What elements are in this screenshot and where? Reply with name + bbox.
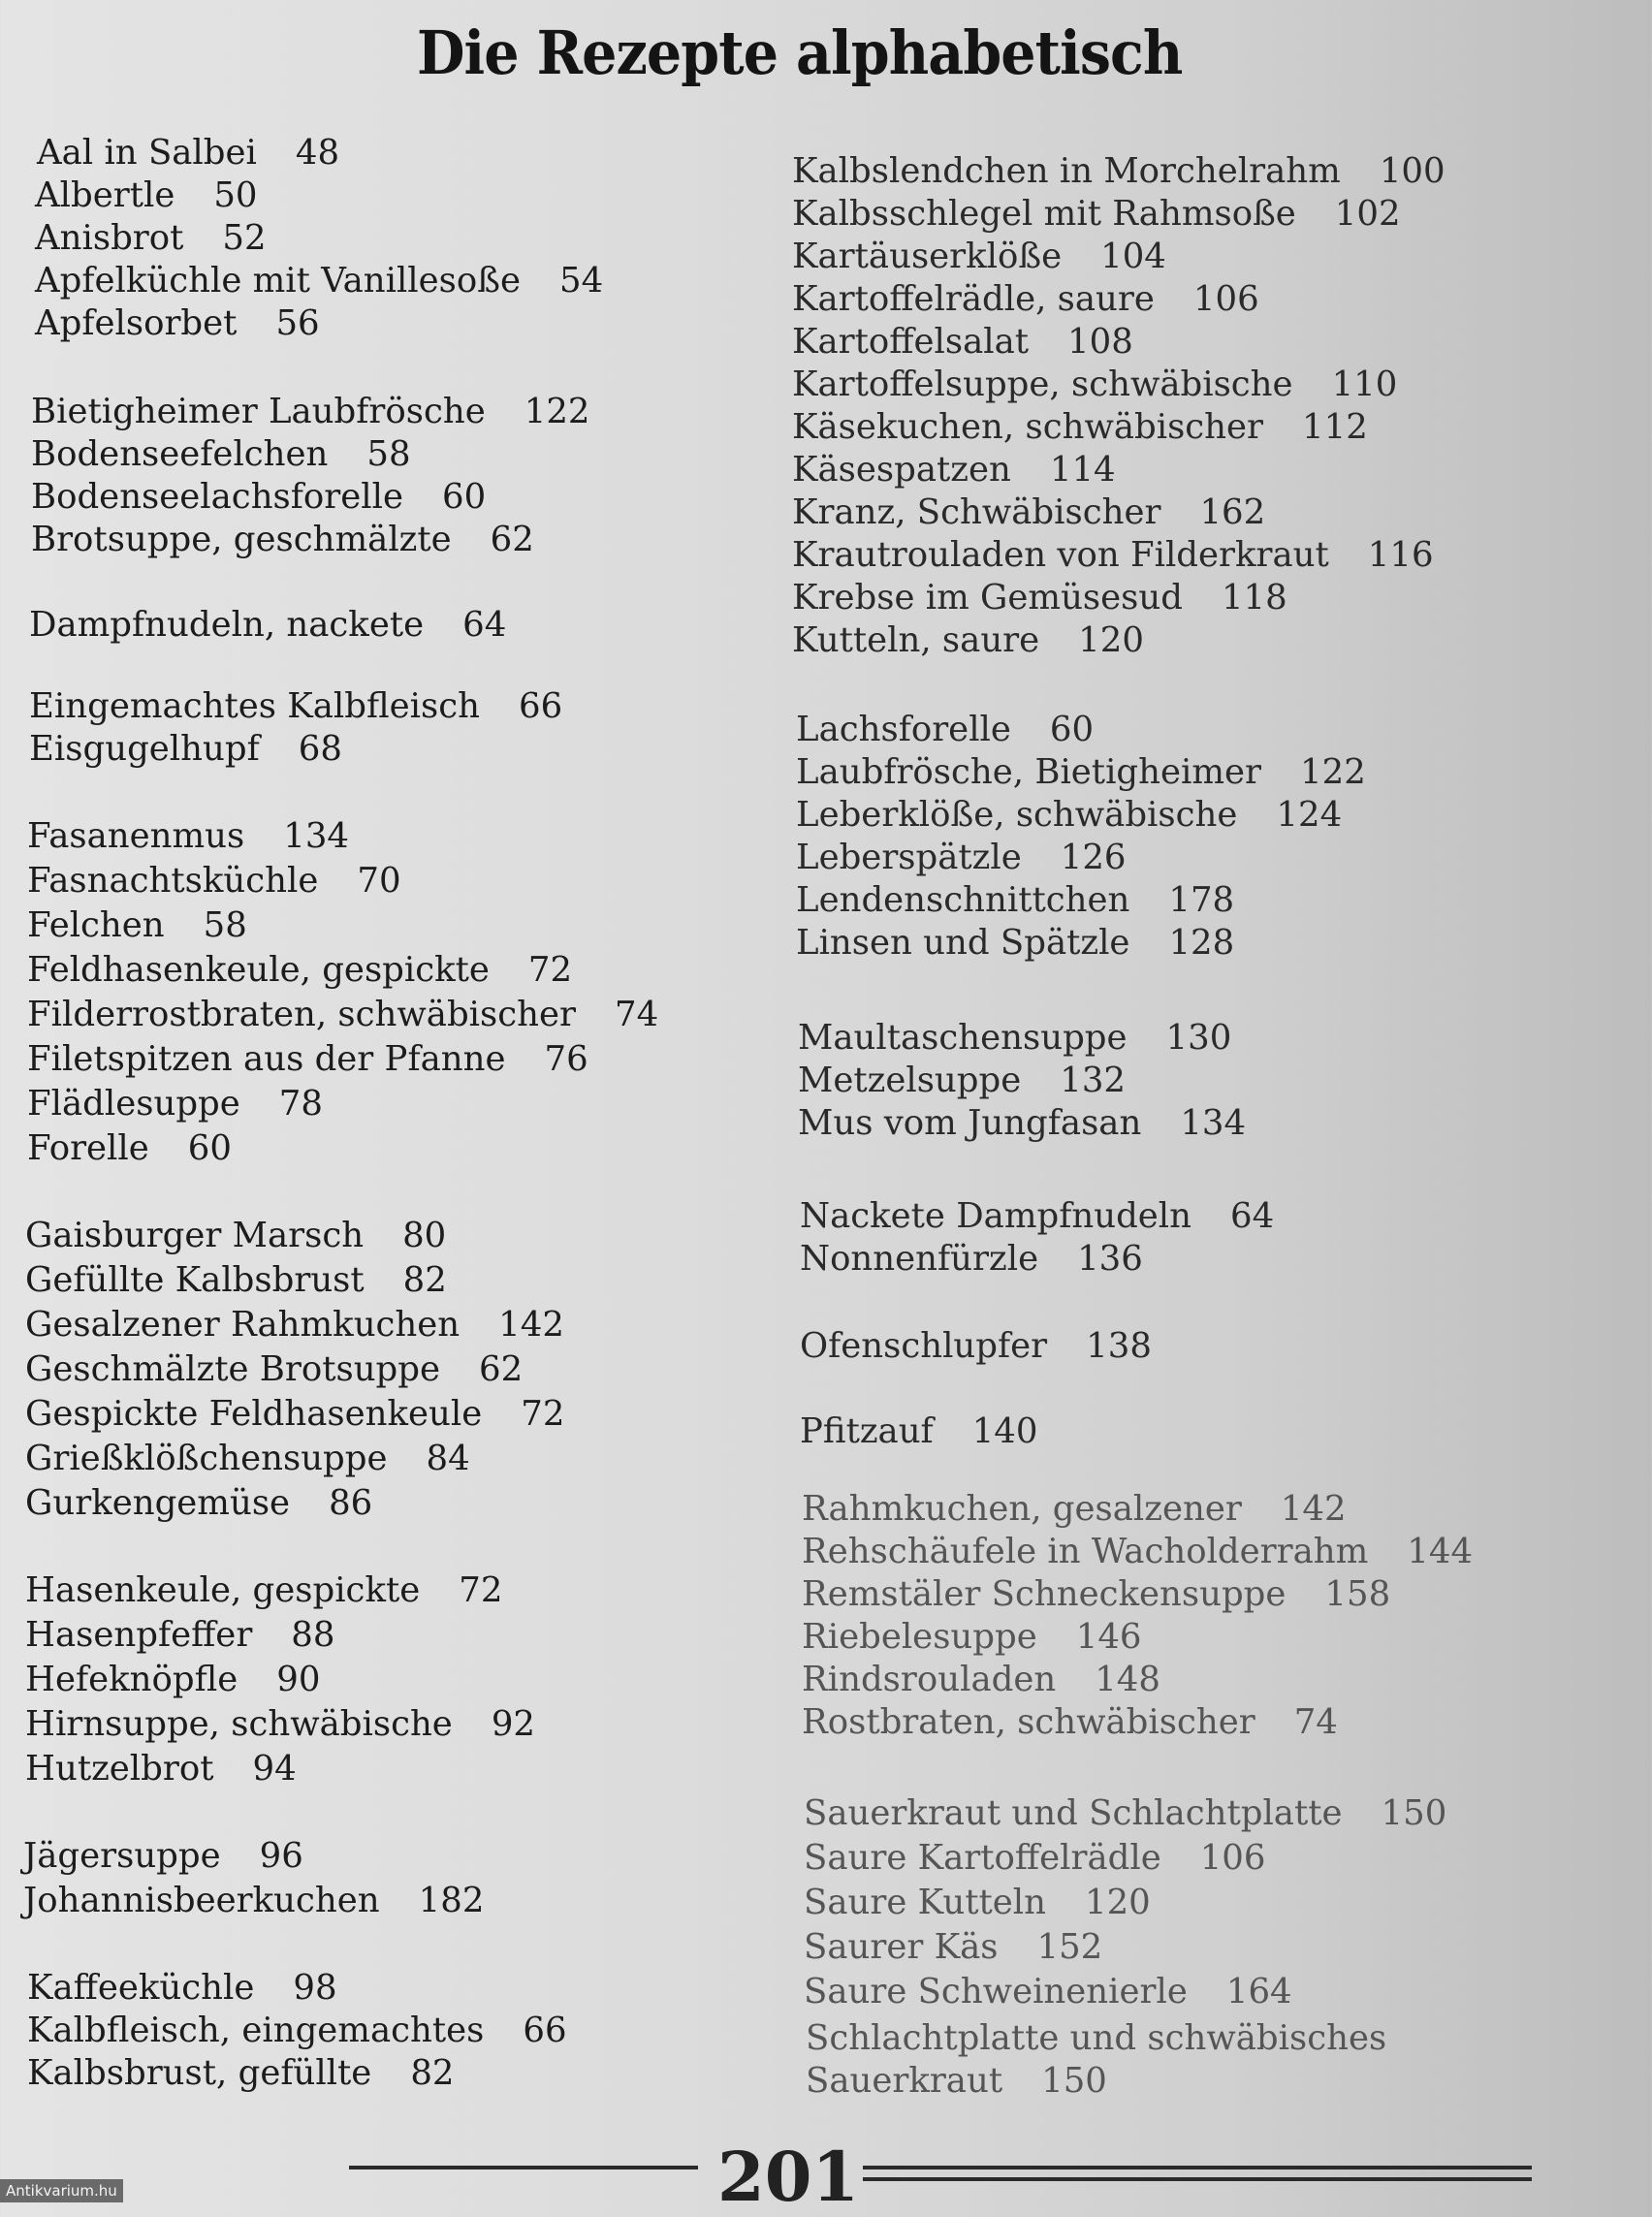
index-entry bbox=[25, 1482, 372, 1525]
recipe-name: Nackete Dampfnudeln bbox=[800, 1196, 1192, 1236]
recipe-page-number: 74 bbox=[1293, 1702, 1338, 1742]
index-entry bbox=[792, 321, 1133, 364]
index-entry bbox=[27, 1038, 588, 1081]
index-entry bbox=[25, 1348, 523, 1391]
recipe-name: Brotsuppe, geschmälzte bbox=[31, 520, 452, 559]
index-entry bbox=[802, 1488, 1347, 1531]
recipe-page-number: 122 bbox=[524, 392, 590, 431]
recipe-page-number: 178 bbox=[1168, 880, 1235, 920]
index-entry bbox=[798, 1102, 1246, 1145]
index-entry bbox=[25, 1259, 447, 1302]
index-entry bbox=[37, 132, 339, 174]
recipe-page-number: 136 bbox=[1077, 1239, 1143, 1279]
index-entry bbox=[802, 1616, 1142, 1659]
recipe-name: Sauerkraut bbox=[806, 2061, 1003, 2101]
recipe-page-number: 164 bbox=[1225, 1972, 1292, 2011]
index-entry bbox=[796, 837, 1127, 879]
recipe-page-number: 58 bbox=[366, 434, 411, 474]
recipe-page-number: 50 bbox=[213, 175, 258, 215]
index-entry bbox=[27, 815, 349, 858]
recipe-name: Rahmkuchen, gesalzener bbox=[802, 1489, 1242, 1529]
recipe-page-number: 124 bbox=[1276, 795, 1343, 835]
index-entry bbox=[29, 728, 342, 771]
recipe-page-number: 98 bbox=[293, 1968, 337, 2008]
recipe-name: Eingemachtes Kalbfleisch bbox=[29, 686, 480, 726]
recipe-page-number: 134 bbox=[1180, 1103, 1247, 1143]
recipe-name: Saurer Käs bbox=[804, 1927, 999, 1967]
recipe-name: Rehschäufele in Wacholderrahm bbox=[802, 1532, 1369, 1571]
index-entry bbox=[35, 260, 603, 302]
recipe-name: Lachsforelle bbox=[796, 710, 1011, 749]
recipe-page-number: 112 bbox=[1302, 407, 1368, 447]
index-entry bbox=[804, 1837, 1265, 1880]
recipe-name: Jägersuppe bbox=[23, 1836, 221, 1876]
recipe-page-number: 70 bbox=[357, 861, 401, 901]
recipe-name: Laubfrösche, Bietigheimer bbox=[796, 752, 1262, 792]
index-entry bbox=[25, 1569, 502, 1612]
recipe-name: Eisgugelhupf bbox=[29, 729, 260, 769]
recipe-page-number: 114 bbox=[1049, 450, 1116, 490]
index-entry bbox=[23, 1835, 303, 1878]
recipe-name: Forelle bbox=[27, 1128, 149, 1168]
recipe-page-number: 144 bbox=[1407, 1532, 1474, 1571]
recipe-name: Rindsrouladen bbox=[802, 1660, 1057, 1699]
recipe-page-number: 150 bbox=[1041, 2061, 1107, 2101]
index-entry bbox=[35, 302, 320, 345]
recipe-name: Filderrostbraten, schwäbischer bbox=[27, 995, 576, 1034]
recipe-page-number: 132 bbox=[1060, 1061, 1126, 1100]
index-entry bbox=[27, 904, 247, 947]
recipe-page-number: 86 bbox=[329, 1483, 373, 1523]
recipe-name: Remstäler Schneckensuppe bbox=[802, 1574, 1287, 1614]
recipe-page-number: 58 bbox=[203, 905, 247, 945]
recipe-name: Hasenkeule, gespickte bbox=[25, 1570, 421, 1610]
recipe-name: Dampfnudeln, nackete bbox=[29, 605, 425, 645]
recipe-page-number: 68 bbox=[298, 729, 342, 769]
recipe-name: Mus vom Jungfasan bbox=[798, 1103, 1142, 1143]
index-entry bbox=[804, 1926, 1102, 1969]
recipe-name: Leberspätzle bbox=[796, 838, 1022, 877]
recipe-page-number: 102 bbox=[1334, 194, 1401, 234]
recipe-name: Flädlesuppe bbox=[27, 1084, 240, 1124]
recipe-page-number: 152 bbox=[1036, 1927, 1103, 1967]
recipe-page-number: 94 bbox=[252, 1749, 297, 1789]
recipe-page-number: 134 bbox=[283, 816, 350, 856]
recipe-name: Gurkengemüse bbox=[25, 1483, 291, 1523]
recipe-page-number: 54 bbox=[559, 261, 604, 301]
recipe-name: Nonnenfürzle bbox=[800, 1239, 1039, 1279]
recipe-name: Rostbraten, schwäbischer bbox=[802, 1702, 1255, 1742]
recipe-name: Saure Kutteln bbox=[804, 1883, 1046, 1922]
index-entry bbox=[792, 193, 1401, 236]
recipe-page-number: 62 bbox=[479, 1349, 524, 1389]
recipe-page-number: 158 bbox=[1324, 1574, 1391, 1614]
index-entry bbox=[796, 794, 1342, 837]
recipe-page-number: 120 bbox=[1084, 1883, 1151, 1922]
recipe-page-number: 150 bbox=[1381, 1793, 1447, 1833]
recipe-page-number: 74 bbox=[614, 995, 659, 1034]
index-entry bbox=[800, 1195, 1274, 1238]
recipe-name: Bodenseelachsforelle bbox=[31, 477, 403, 517]
footer-rule-left bbox=[349, 2166, 698, 2169]
index-entry bbox=[792, 449, 1116, 491]
recipe-name: Gespickte Feldhasenkeule bbox=[25, 1394, 483, 1434]
index-entry bbox=[806, 2017, 1425, 2060]
recipe-name: Feldhasenkeule, gespickte bbox=[27, 950, 490, 990]
index-entry bbox=[792, 534, 1434, 577]
recipe-page-number: 106 bbox=[1199, 1838, 1266, 1878]
index-entry bbox=[25, 1215, 446, 1257]
recipe-name: Maultaschensuppe bbox=[798, 1018, 1128, 1058]
recipe-name: Kutteln, saure bbox=[792, 620, 1040, 660]
recipe-page-number: 96 bbox=[259, 1836, 303, 1876]
recipe-name: Ofenschlupfer bbox=[800, 1326, 1048, 1366]
index-entry bbox=[29, 604, 506, 647]
recipe-name: Kranz, Schwäbischer bbox=[792, 492, 1161, 532]
recipe-page-number: 108 bbox=[1067, 322, 1133, 362]
index-entry bbox=[25, 1614, 334, 1657]
recipe-name: Johannisbeerkuchen bbox=[23, 1881, 380, 1920]
recipe-page-number: 142 bbox=[1280, 1489, 1347, 1529]
recipe-page-number: 122 bbox=[1300, 752, 1366, 792]
recipe-name: Fasnachtsküchle bbox=[27, 861, 319, 901]
recipe-name: Gesalzener Rahmkuchen bbox=[25, 1305, 461, 1345]
recipe-name: Kalbsschlegel mit Rahmsoße bbox=[792, 194, 1296, 234]
recipe-page-number: 62 bbox=[490, 520, 534, 559]
recipe-name: Apfelküchle mit Vanillesoße bbox=[35, 261, 521, 301]
recipe-name: Saure Kartoffelrädle bbox=[804, 1838, 1161, 1878]
recipe-name: Gaisburger Marsch bbox=[25, 1216, 365, 1255]
recipe-name: Kalbslendchen in Morchelrahm bbox=[792, 151, 1341, 191]
index-entry bbox=[27, 994, 658, 1036]
page-title: Die Rezepte alphabetisch bbox=[417, 17, 1183, 88]
recipe-page-number: 66 bbox=[518, 686, 563, 726]
recipe-name: Kartoffelsalat bbox=[792, 322, 1030, 362]
recipe-page-number: 120 bbox=[1078, 620, 1144, 660]
recipe-page-number: 110 bbox=[1331, 364, 1398, 404]
index-entry bbox=[796, 709, 1094, 751]
recipe-page-number: 148 bbox=[1095, 1660, 1160, 1699]
footer-rule-right bbox=[863, 2166, 1532, 2169]
index-entry bbox=[800, 1325, 1152, 1368]
recipe-page-number: 92 bbox=[491, 1704, 536, 1744]
recipe-page-number: 80 bbox=[402, 1216, 447, 1255]
recipe-name: Geschmälzte Brotsuppe bbox=[25, 1349, 441, 1389]
index-entry bbox=[792, 150, 1446, 193]
index-entry bbox=[35, 174, 258, 217]
index-entry bbox=[27, 860, 401, 903]
recipe-name: Leberklöße, schwäbische bbox=[796, 795, 1238, 835]
recipe-page-number: 138 bbox=[1086, 1326, 1152, 1366]
index-entry bbox=[23, 1880, 484, 1922]
recipe-page-number: 116 bbox=[1367, 535, 1434, 575]
recipe-name: Hasenpfeffer bbox=[25, 1615, 253, 1655]
recipe-name: Filetspitzen aus der Pfanne bbox=[27, 1039, 506, 1079]
index-entry bbox=[792, 577, 1287, 619]
recipe-name: Albertle bbox=[35, 175, 175, 215]
index-entry bbox=[792, 619, 1144, 662]
recipe-name: Kartäuserklöße bbox=[792, 237, 1063, 276]
index-entry bbox=[31, 391, 590, 433]
recipe-page-number: 72 bbox=[459, 1570, 503, 1610]
recipe-page-number: 146 bbox=[1075, 1617, 1142, 1657]
index-entry bbox=[806, 2060, 1107, 2103]
index-entry bbox=[800, 1238, 1143, 1281]
recipe-page-number: 52 bbox=[222, 218, 267, 258]
recipe-page-number: 82 bbox=[402, 1260, 447, 1300]
recipe-name: Metzelsuppe bbox=[798, 1061, 1022, 1100]
index-entry bbox=[25, 1393, 564, 1436]
index-entry bbox=[800, 1410, 1037, 1453]
recipe-name: Krautrouladen von Filderkraut bbox=[792, 535, 1329, 575]
recipe-name: Saure Schweinenierle bbox=[804, 1972, 1188, 2011]
recipe-name: Hefeknöpfle bbox=[25, 1660, 238, 1699]
recipe-name: Apfelsorbet bbox=[35, 303, 238, 343]
index-entry bbox=[25, 1703, 535, 1746]
recipe-name: Kartoffelrädle, saure bbox=[792, 279, 1155, 319]
recipe-page-number: 130 bbox=[1165, 1018, 1232, 1058]
index-entry bbox=[792, 236, 1166, 278]
recipe-page-number: 64 bbox=[462, 605, 507, 645]
index-entry bbox=[792, 406, 1368, 449]
recipe-page-number: 72 bbox=[527, 950, 573, 990]
recipe-name: Linsen und Spätzle bbox=[796, 923, 1130, 963]
index-entry bbox=[802, 1659, 1160, 1701]
recipe-name: Bietigheimer Laubfrösche bbox=[31, 392, 486, 431]
index-entry bbox=[802, 1573, 1390, 1616]
recipe-name: Pfitzauf bbox=[800, 1411, 934, 1451]
index-entry bbox=[31, 519, 534, 561]
recipe-page-number: 104 bbox=[1100, 237, 1166, 276]
recipe-name: Bodenseefelchen bbox=[31, 434, 329, 474]
recipe-name: Käsekuchen, schwäbischer bbox=[792, 407, 1264, 447]
recipe-name: Kaffeeküchle bbox=[27, 1968, 255, 2008]
recipe-name: Kalbsbrust, gefüllte bbox=[27, 2053, 372, 2093]
recipe-page-number: 78 bbox=[278, 1084, 323, 1124]
recipe-page-number: 60 bbox=[187, 1128, 232, 1168]
index-entry bbox=[792, 491, 1265, 534]
recipe-name: Felchen bbox=[27, 905, 165, 945]
index-entry bbox=[804, 1882, 1151, 1924]
recipe-page-number: 64 bbox=[1230, 1196, 1275, 1236]
recipe-name: Lendenschnittchen bbox=[796, 880, 1130, 920]
recipe-page-number: 84 bbox=[426, 1439, 470, 1478]
index-entry bbox=[27, 949, 572, 992]
index-entry bbox=[798, 1017, 1231, 1060]
recipe-page-number: 60 bbox=[1049, 710, 1095, 749]
recipe-name: Gefüllte Kalbsbrust bbox=[25, 1260, 365, 1300]
index-entry bbox=[804, 1792, 1446, 1835]
index-entry bbox=[25, 1748, 297, 1790]
recipe-name: Aal in Salbei bbox=[37, 133, 257, 173]
index-entry bbox=[796, 879, 1234, 922]
index-entry bbox=[25, 1659, 320, 1701]
recipe-page-number: 82 bbox=[410, 2053, 455, 2093]
index-entry bbox=[35, 217, 267, 260]
recipe-name: Kalbfleisch, eingemachtes bbox=[27, 2011, 485, 2050]
footer-rule-right-lower bbox=[863, 2177, 1532, 2181]
recipe-page-number: 100 bbox=[1379, 151, 1446, 191]
recipe-page-number: 90 bbox=[276, 1660, 321, 1699]
recipe-page-number: 66 bbox=[523, 2011, 567, 2050]
index-entry bbox=[27, 2010, 567, 2052]
recipe-page-number: 56 bbox=[275, 303, 320, 343]
recipe-page-number: 76 bbox=[544, 1039, 588, 1079]
recipe-page-number: 162 bbox=[1199, 492, 1266, 532]
index-entry bbox=[27, 1083, 323, 1125]
index-entry bbox=[31, 433, 411, 476]
recipe-page-number: 142 bbox=[498, 1305, 564, 1345]
index-entry bbox=[25, 1304, 564, 1346]
recipe-name: Käsespatzen bbox=[792, 450, 1011, 490]
index-entry bbox=[804, 1971, 1292, 2013]
recipe-page-number: 72 bbox=[521, 1394, 565, 1434]
index-entry bbox=[798, 1060, 1126, 1102]
recipe-name: Sauerkraut und Schlachtplatte bbox=[804, 1793, 1343, 1833]
index-entry bbox=[796, 922, 1234, 965]
index-entry bbox=[27, 2052, 455, 2095]
index-entry bbox=[27, 1967, 337, 2010]
recipe-page-number: 106 bbox=[1192, 279, 1259, 319]
recipe-page-number: 140 bbox=[971, 1411, 1038, 1451]
page-number: 201 bbox=[717, 2137, 860, 2217]
recipe-name: Grießklößchensuppe bbox=[25, 1439, 388, 1478]
index-entry bbox=[796, 751, 1366, 794]
recipe-page-number: 88 bbox=[291, 1615, 335, 1655]
recipe-name: Hirnsuppe, schwäbische bbox=[25, 1704, 453, 1744]
index-entry bbox=[29, 685, 562, 728]
recipe-name: Hutzelbrot bbox=[25, 1749, 214, 1789]
recipe-name: Schlachtplatte und schwäbisches bbox=[806, 2018, 1387, 2058]
index-entry bbox=[31, 476, 486, 519]
index-entry bbox=[27, 1127, 232, 1170]
recipe-page-number: 48 bbox=[295, 133, 340, 173]
recipe-page-number: 126 bbox=[1060, 838, 1127, 877]
recipe-page-number: 182 bbox=[418, 1881, 485, 1920]
recipe-page-number: 128 bbox=[1168, 923, 1235, 963]
index-entry bbox=[792, 278, 1259, 321]
watermark: Antikvarium.hu bbox=[0, 2179, 123, 2202]
index-entry bbox=[802, 1701, 1338, 1744]
recipe-name: Kartoffelsuppe, schwäbische bbox=[792, 364, 1293, 404]
recipe-name: Anisbrot bbox=[35, 218, 184, 258]
recipe-name: Fasanenmus bbox=[27, 816, 245, 856]
recipe-name: Krebse im Gemüsesud bbox=[792, 578, 1183, 618]
index-entry bbox=[792, 364, 1397, 406]
index-entry bbox=[25, 1438, 470, 1480]
index-entry bbox=[802, 1531, 1473, 1573]
recipe-page-number: 118 bbox=[1221, 578, 1287, 618]
recipe-name: Riebelesuppe bbox=[802, 1617, 1037, 1657]
recipe-page-number: 60 bbox=[441, 477, 487, 517]
